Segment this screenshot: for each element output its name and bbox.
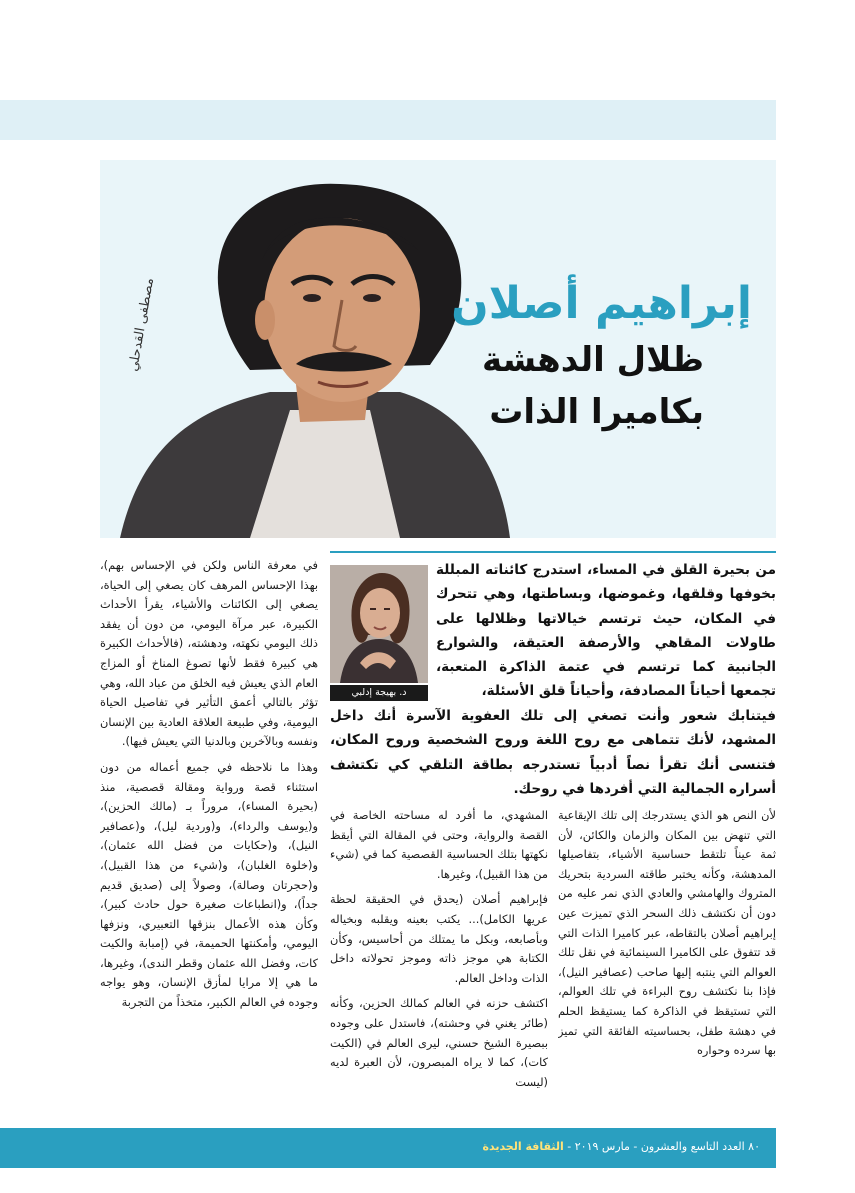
body-paragraph: اكتشف حزنه في العالم كمالك الحزين، وكأنه (طائر يغني في وحشته)، فاستدل على وجوده ببصيرة الشيخ حسني، ليرى العالم في (الكيت كات)، كما لا يراه المبصرون، لأن العبرة لديه (ليست <box>330 996 548 1089</box>
article-subtitle-line1: ظلال الدهشة <box>481 340 704 380</box>
article-title: إبراهيم أصلان <box>451 278 752 329</box>
intro-paragraph: من بحيرة القلق في المساء، استدرج كائناته المبللة بخوفها وقلقها، وغموضها، وبساطتها، وهي تتحرك في المكان، حيث ترتسم خيالاتها وظلالها على طاولات المقاهي والأرصفة العتيقة، والشوارع الجانبية كما ترتسم في عتمة الذاكرة المتعبة، تجمعها أحياناً المصادفة، وأحياناً قلق الأسئلة، <box>436 562 776 700</box>
intro-paragraph-continued: فيتنابك شعور وأنت تصغي إلى تلك العفوية الآسرة أنك داخل المشهد، لأنك تتماهى مع روح اللغة وروح الشخصية وروح المكان، فتنسى أنك تقرأ نصاً أدبياً تستدرجه بطاقة التلقي كي تكتشف أسراره الجمالية التي أفردها في روحك. <box>330 708 776 797</box>
text-column-middle <box>330 806 548 1124</box>
footer-text <box>482 1140 760 1153</box>
text-column-right <box>558 806 776 1124</box>
top-color-band <box>0 100 776 140</box>
article-subtitle-line2: بكاميرا الذات <box>489 392 704 432</box>
page-number: ٨٠ <box>748 1140 760 1153</box>
text-column-left <box>100 556 318 1124</box>
body-paragraph: المشهدي، ما أفرد له مساحته الخاصة في القصة والرواية، وحتى في المقالة التي أيقظ نكهتها بتلك الحساسية القصصية كما في (شيء من هذا القبيل)، وغيرها. <box>330 808 548 881</box>
body-paragraph: لأن النص هو الذي يستدرجك إلى تلك الإيقاعية التي تنهض بين المكان والزمان والكائن، لأن ثمة عيناً تلتقط حساسية الأشياء، بتفاصيلها المدهشة، وكأنه يختبر طاقته السردية بتحريك المتروك والهامشي والعادي الذي نمر عليه من دون أن نكتشف ذلك السحر الذي تميزت عين إبراهيم أصلان بالتقاطه، عبر كاميرا الذات التي قد تتفوق على الكاميرا السينمائية في نقل تلك العوالم التي ينتبه إليها صاحب (عصافير النيل)، فإذا بنا نكتشف روح البراءة في تلك العوالم، التي تستيقظ في الذاكرة كما يستيقظ الحلم في دهشة طفل، بحساسيته الفائقة التي تميز بها سرده وحواره <box>558 808 776 1058</box>
author-caption: د. بهيجة إدلبي <box>330 685 428 701</box>
page-footer <box>0 1128 776 1168</box>
body-paragraph: وهذا ما نلاحظه في جميع أعماله من دون استثناء قصة ورواية ومقالة قصصية، منذ (بحيرة المساء)، مروراً بـ (مالك الحزين)، و(يوسف والرداء)، و(وردية ليل)، و(عصافير النيل)، و(حكايات من فضل الله عثمان)، و(خلوة الغلبان)، و(شيء من هذا القبيل)، و(حجرتان وصالة)، وصولاً إلى (صديق قديم جداً)، و(انطباعات صغيرة حول حادث كبير)، وكأن هذه الأعمال بنزقها التعبيري، ونزفها اليومي، وأمكنتها الحميمة، في (إمبابة والكيت كات، وفضل الله عثمان وقطر الندى)، وغيرها، ما هي إلا مرايا لمأزق الإنسان، وهو يواجه وجوده في العالم الكبير، متخذاً من التجربة <box>100 759 318 1010</box>
hero-illustration <box>100 160 776 538</box>
body-paragraph: فإبراهيم أصلان (يحدق في الحقيقة لحظة عريها الكامل)... يكتب بعينه ويقلبه وبخياله وبأصابعه، وبكل ما يمتلك من أحاسيس، وكأن الكتابة هي موجز ذاته وموجز تحولاته داخل الذات وداخل العالم. <box>330 892 548 985</box>
magazine-name: الثقافة الجديدة <box>482 1140 564 1153</box>
body-paragraph: في معرفة الناس ولكن في الإحساس بهم)، بهذا الإحساس المرهف كان يصغي إلى الحياة، يصغي إلى الكائنات والأشياء، يقرأ الأحداث الكبيرة، عبر مرآة اليومي، من دون أن يفقد ذلك اليومي نكهته، ودهشته، (فالأحداث الكبيرة هي كبيرة فقط لأنها تصوغ المناخ أو المزاج العام الذي يعيش فيه الخلق من عباد الله، وهي تؤثر بالتالي أعمق التأثير في تفاصيل الحياة اليومية، وفي طبيعة العلاقة العادية بين الإنسان ونفسه وبالآخرين وبالدنيا التي يعيش فيها). <box>100 558 318 749</box>
intro-divider <box>330 551 776 553</box>
illustrator-signature: مصطفى القدحلي <box>126 276 158 373</box>
author-photo <box>330 565 428 683</box>
issue-info: العدد التاسع والعشرون - مارس ٢٠١٩ - <box>567 1140 745 1153</box>
